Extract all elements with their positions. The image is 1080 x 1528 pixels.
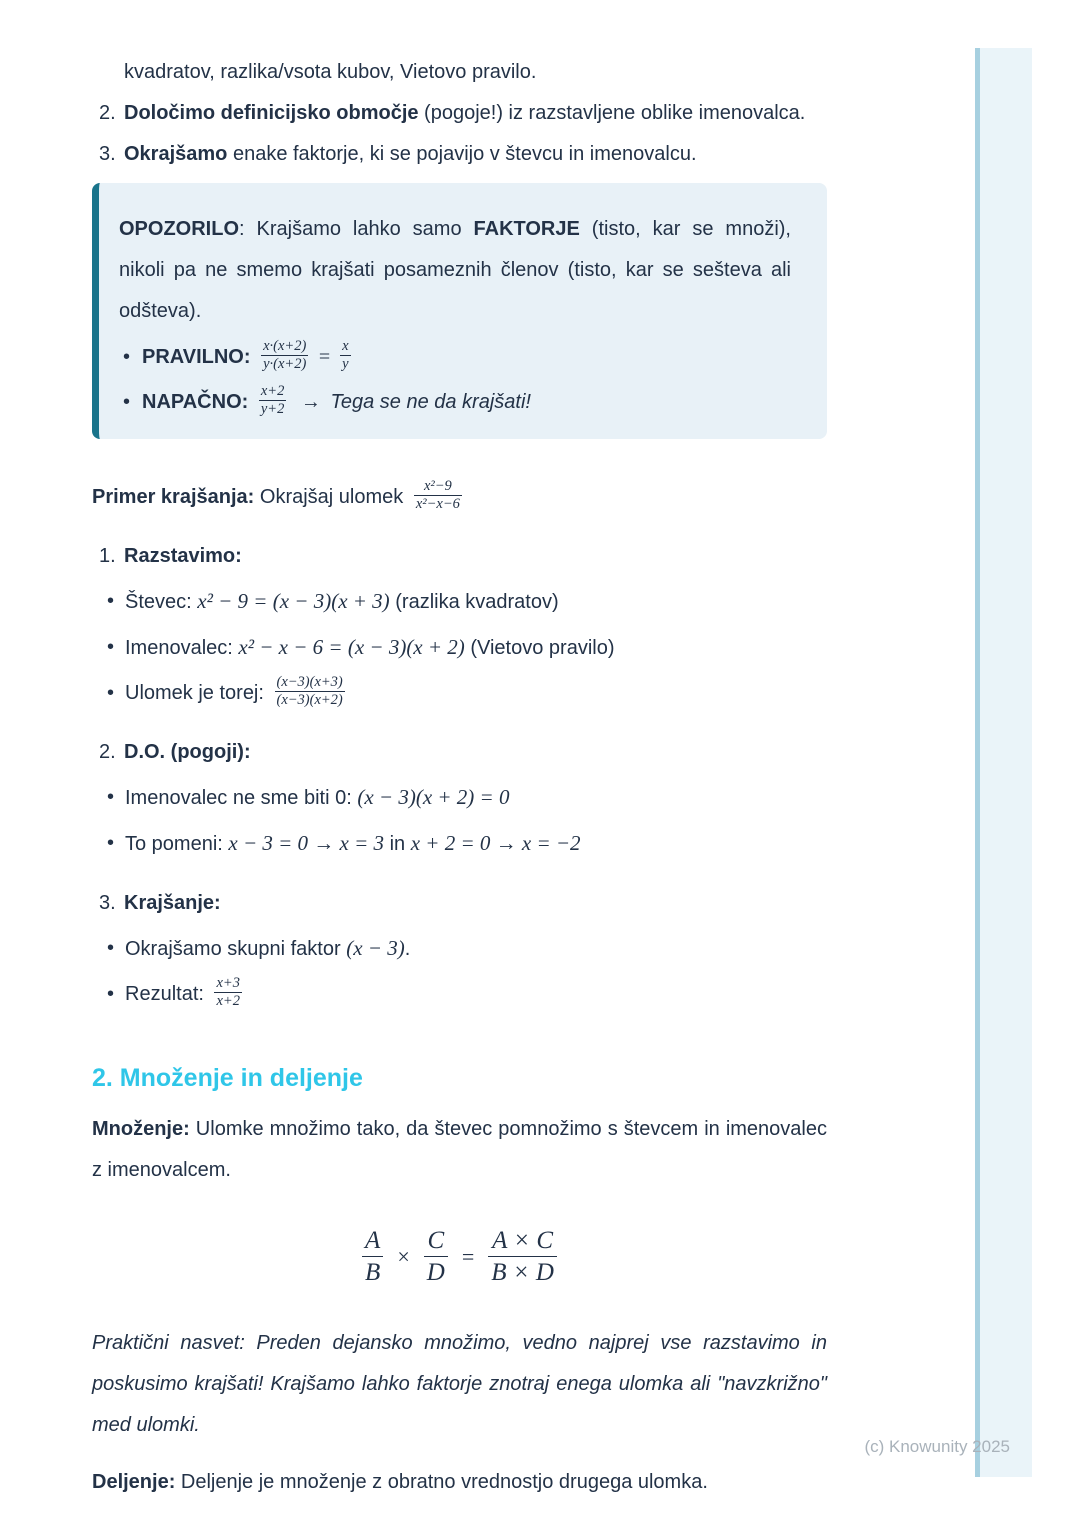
list-item-text	[124, 102, 805, 124]
section-heading: 2. Množenje in deljenje	[92, 1064, 363, 1092]
numbered-list-item	[92, 732, 827, 773]
fraction-denominator: D	[424, 1256, 448, 1288]
list-item	[92, 928, 827, 970]
incorrect-label: NAPAČNO:	[142, 391, 249, 413]
warning-callout	[92, 183, 827, 439]
list-item	[92, 974, 827, 1015]
list-item	[92, 673, 827, 714]
example-label: Primer krajšanja:	[92, 486, 255, 508]
math-expression: x + 2 = 0 → x = −2	[410, 831, 581, 855]
fraction-numerator: x	[342, 337, 349, 354]
list-item-continuation: kvadratov, razlika/vsota kubov, Vietovo pravilo.	[124, 61, 537, 83]
bullet-text: Ulomek je torej:	[125, 682, 270, 704]
fraction	[259, 383, 286, 419]
list-item-text	[124, 143, 697, 165]
list-item	[119, 382, 791, 423]
numbered-list-item	[92, 536, 827, 577]
fraction-denominator: B	[362, 1256, 383, 1288]
bullet-text: Števec:	[125, 591, 198, 613]
warning-text-1: : Krajšamo lahko samo	[239, 218, 474, 240]
fraction-numerator: A	[365, 1227, 381, 1254]
step-bullet-list	[92, 928, 827, 1015]
paragraph-label: Množenje:	[92, 1118, 190, 1140]
fraction-numerator: (x−3)(x+3)	[276, 673, 343, 690]
list-number: 2.	[99, 102, 116, 124]
fraction-numerator: x+3	[216, 974, 240, 991]
math-expression: (x − 3)	[346, 936, 405, 960]
fraction	[275, 674, 345, 710]
bullet-icon: •	[107, 832, 115, 854]
math-expression: (x − 3)(x + 2) = 0	[357, 785, 510, 809]
paragraph-label: Deljenje:	[92, 1470, 176, 1493]
bullet-icon: •	[107, 590, 115, 612]
example-intro	[92, 477, 827, 518]
list-number: 3.	[99, 892, 116, 914]
list-item	[92, 581, 827, 623]
bullet-text: Okrajšamo skupni faktor	[125, 938, 347, 960]
list-item	[92, 777, 827, 819]
fraction-numerator: C	[427, 1227, 445, 1254]
paragraph-text: Deljenje je množenje z obratno vrednostjo drugega ulomka.	[175, 1470, 708, 1493]
item-rest: (pogoje!) iz razstavljene oblike imenovalca.	[418, 102, 806, 124]
warning-note: Tega se ne da krajšati!	[330, 391, 531, 413]
bullet-icon: •	[107, 937, 115, 959]
division-paragraph	[92, 1462, 827, 1503]
bullet-text: Rezultat:	[125, 983, 210, 1005]
list-number: 1.	[99, 545, 116, 567]
multiplication-paragraph	[92, 1109, 827, 1191]
step-bullet-list	[92, 777, 827, 865]
times-sign: ×	[397, 1244, 410, 1270]
warning-text-2: (tisto, kar se množi), nikoli pa ne smemo krajšati posameznih členov (tisto, kar se sešteva ali odšteva).	[119, 218, 791, 322]
bullet-text: Imenovalec:	[125, 637, 239, 659]
page-edge-decoration	[975, 48, 1032, 1477]
example-text: Okrajšaj ulomek	[254, 486, 409, 508]
bullet-text: Imenovalec ne sme biti 0:	[125, 787, 358, 809]
warning-emphasis: FAKTORJE	[473, 218, 580, 240]
paragraph-text: Ulomke množimo tako, da števec pomnožimo s števcem in imenovalec z imenovalcem.	[92, 1118, 827, 1181]
fraction-denominator: B × D	[488, 1256, 557, 1288]
bullet-icon: •	[123, 346, 131, 368]
bullet-text: (Vietovo pravilo)	[464, 637, 615, 659]
math-expression: x² − 9 = (x − 3)(x + 3)	[197, 589, 390, 613]
fraction	[214, 975, 241, 1011]
item-rest: enake faktorje, ki se pojavijo v števcu in imenovalcu.	[227, 143, 697, 165]
right-arrow-icon: →	[300, 391, 321, 413]
step-bullet-list	[92, 581, 827, 714]
equals-sign: =	[461, 1244, 475, 1270]
fraction	[340, 338, 350, 374]
bold-term: Okrajšamo	[124, 143, 228, 165]
list-number: 3.	[99, 143, 116, 165]
fraction	[424, 1225, 448, 1289]
multiplication-formula	[92, 1225, 827, 1289]
bold-term: Določimo definicijsko območje	[124, 102, 419, 124]
step-title: Razstavimo:	[124, 545, 242, 567]
bullet-icon: •	[107, 682, 115, 704]
bullet-icon: •	[107, 636, 115, 658]
copyright-watermark: (c) Knowunity 2025	[864, 1437, 1010, 1456]
warning-text	[119, 209, 791, 332]
list-number: 2.	[99, 741, 116, 763]
practical-tip: Praktični nasvet: Preden dejansko množimo, vedno najprej vse razstavimo in poskusimo krajšati! Krajšamo lahko faktorje znotraj enega ulomka ali "navzkrižno" med ulomki.	[92, 1331, 827, 1436]
warning-bullet-list	[119, 337, 791, 423]
fraction	[261, 338, 308, 374]
list-item	[92, 823, 827, 865]
numbered-list-item	[92, 883, 827, 924]
fraction-denominator: y+2	[260, 401, 285, 418]
warning-label: OPOZORILO	[119, 218, 239, 240]
equals-sign: =	[318, 346, 336, 368]
bullet-text: .	[404, 938, 411, 960]
bullet-text: (razlika kvadratov)	[389, 591, 559, 613]
correct-label: PRAVILNO:	[142, 346, 251, 368]
list-item	[119, 337, 791, 378]
fraction-numerator: x²−9	[423, 477, 452, 494]
fraction-numerator: x+2	[260, 382, 285, 399]
fraction	[414, 478, 462, 514]
fraction-denominator: y·(x+2)	[263, 356, 307, 373]
list-item	[92, 627, 827, 669]
fraction-numerator: A × C	[492, 1227, 554, 1254]
numbered-list-item	[92, 134, 827, 175]
numbered-list-item	[92, 93, 827, 134]
bullet-text: To pomeni:	[125, 833, 229, 855]
fraction	[362, 1225, 383, 1289]
bullet-icon: •	[123, 391, 131, 413]
fraction-denominator: (x−3)(x+2)	[276, 692, 343, 709]
fraction-numerator: x·(x+2)	[263, 337, 307, 354]
content-column	[92, 52, 827, 1503]
fraction-denominator: x+2	[216, 993, 240, 1010]
fraction	[488, 1225, 557, 1289]
bullet-icon: •	[107, 786, 115, 808]
step-title: D.O. (pogoji):	[124, 741, 251, 763]
bullet-text: in	[384, 833, 411, 855]
math-expression: x − 3 = 0 → x = 3	[228, 831, 385, 855]
step-title: Krajšanje:	[124, 892, 221, 914]
bullet-icon: •	[107, 983, 115, 1005]
math-expression: x² − x − 6 = (x − 3)(x + 2)	[238, 635, 465, 659]
fraction-denominator: x²−x−6	[415, 496, 460, 513]
fraction-denominator: y	[342, 356, 349, 373]
